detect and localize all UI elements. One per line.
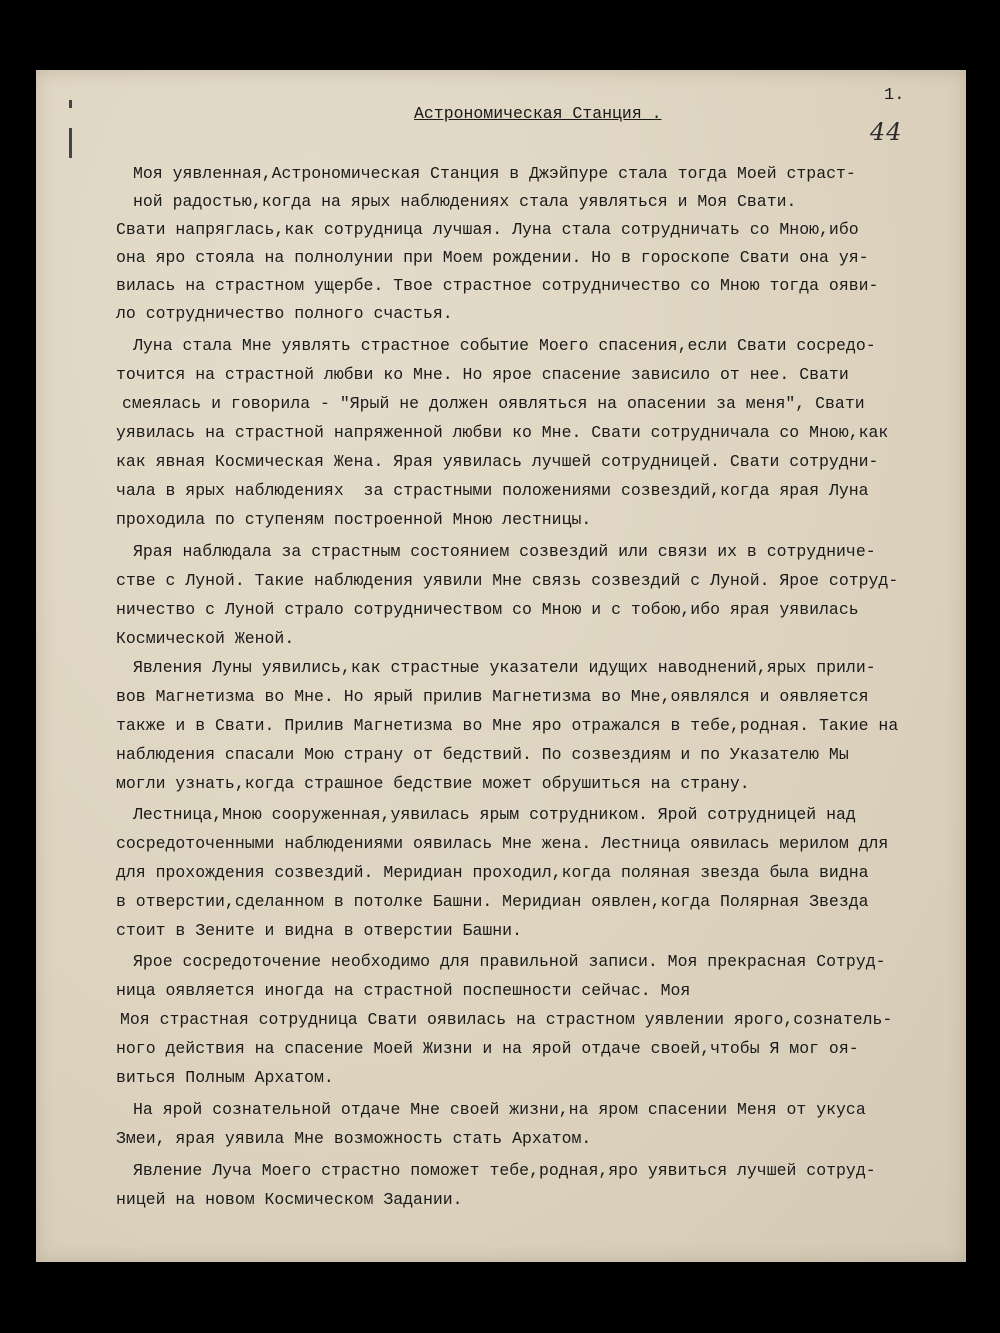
- text-line: Луна стала Мне уявлять страстное событие Моего спасения,если Свати сосредо-: [133, 336, 876, 355]
- text-line: На ярой сознательной отдаче Мне своей жизни,на яром спасении Меня от укуса: [133, 1100, 866, 1119]
- text-line: также и в Свати. Прилив Магнетизма во Мне яро отражался в тебе,родная. Такие на: [116, 716, 899, 735]
- text-line: сосредоточенными наблюдениями оявилась Мне жена. Лестница оявилась мерилом для: [116, 834, 889, 853]
- text-line: точится на страстной любви ко Мне. Но ярое спасение зависило от нее. Свати: [116, 365, 849, 384]
- text-line: Моя страстная сотрудница Свати оявилась на страстном уявлении ярого,сознатель-: [120, 1010, 893, 1029]
- document-page: [36, 70, 966, 1262]
- text-line: Моя уявленная,Астрономическая Станция в Джэйпуре стала тогда Моей страст-: [133, 164, 856, 183]
- text-line: виться Полным Архатом.: [116, 1068, 334, 1087]
- handwritten-folio-number: 44: [870, 118, 903, 146]
- text-line: Ярая наблюдала за страстным состоянием созвездий или связи их в сотрудниче-: [133, 542, 876, 561]
- text-line: Лестница,Мною сооруженная,уявилась ярым сотрудником. Ярой сотрудницей над: [133, 805, 856, 824]
- text-line: ного действия на спасение Моей Жизни и на ярой отдаче своей,чтобы Я мог оя-: [116, 1039, 859, 1058]
- document-title: Астрономическая Станция .: [414, 104, 662, 123]
- text-line: ницей на новом Космическом Задании.: [116, 1190, 463, 1209]
- text-line: Космической Женой.: [116, 629, 295, 648]
- binding-mark: [69, 100, 72, 108]
- text-line: Явление Луча Моего страстно поможет тебе,родная,яро уявиться лучшей сотруд-: [133, 1161, 876, 1180]
- text-line: ной радостью,когда на ярых наблюдениях стала уявляться и Моя Свати.: [133, 192, 797, 211]
- text-line: Свати напряглась,как сотрудница лучшая. Луна стала сотрудничать со Мною,ибо: [116, 220, 859, 239]
- text-line: стве с Луной. Такие наблюдения уявили Мне связь созвездий с Луной. Ярое сотруд-: [116, 571, 899, 590]
- text-line: в отверстии,сделанном в потолке Башни. Меридиан оявлен,когда Полярная Звезда: [116, 892, 869, 911]
- text-line: наблюдения спасали Мою страну от бедствий. По созвездиям и по Указателю Мы: [116, 745, 849, 764]
- binding-mark: [69, 128, 72, 158]
- text-line: ло сотрудничество полного счастья.: [116, 304, 453, 323]
- text-line: как явная Космическая Жена. Ярая уявилась лучшей сотрудницей. Свати сотрудни-: [116, 452, 879, 471]
- text-line: ничество с Луной страло сотрудничеством со Мною и с тобою,ибо ярая уявилась: [116, 600, 859, 619]
- text-line: могли узнать,когда страшное бедствие может обрушиться на страну.: [116, 774, 750, 793]
- text-line: Явления Луны уявились,как страстные указатели идущих наводнений,ярых прили-: [133, 658, 876, 677]
- text-line: чала в ярых наблюдениях за страстными положениями созвездий,когда ярая Луна: [116, 481, 869, 500]
- text-line: проходила по ступеням построенной Мною лестницы.: [116, 510, 592, 529]
- text-line: стоит в Зените и видна в отверстии Башни.: [116, 921, 522, 940]
- text-line: Ярое сосредоточение необходимо для правильной записи. Моя прекрасная Сотруд-: [133, 952, 886, 971]
- text-line: она яро стояла на полнолунии при Моем рождении. Но в гороскопе Свати она уя-: [116, 248, 869, 267]
- text-line: вов Магнетизма во Мне. Но ярый прилив Магнетизма во Мне,оявлялся и оявляется: [116, 687, 869, 706]
- text-line: ница оявляется иногда на страстной поспешности сейчас. Моя: [116, 981, 691, 1000]
- text-line: смеялась и говорила - "Ярый не должен оявляться на опасении за меня", Свати: [122, 394, 865, 413]
- text-line: для прохождения созвездий. Меридиан проходил,когда поляная звезда была видна: [116, 863, 869, 882]
- page-number: 1.: [884, 86, 905, 105]
- text-line: Змеи, ярая уявила Мне возможность стать Архатом.: [116, 1129, 592, 1148]
- text-line: уявилась на страстной напряженной любви ко Мне. Свати сотрудничала со Мною,как: [116, 423, 889, 442]
- text-line: вилась на страстном ущербе. Твое страстное сотрудничество со Мною тогда ояви-: [116, 276, 879, 295]
